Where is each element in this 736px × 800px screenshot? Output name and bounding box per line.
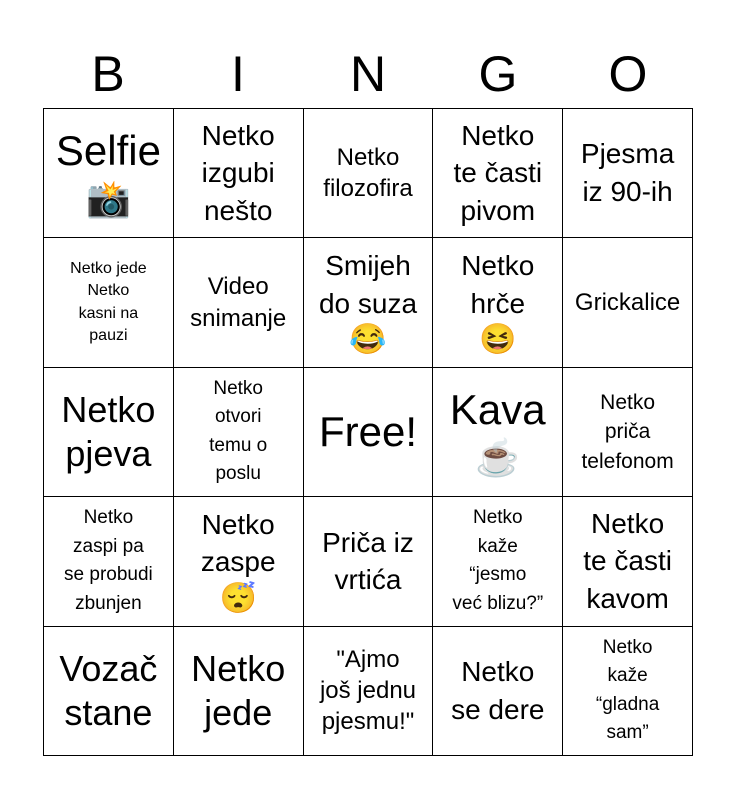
bingo-cell[interactable] — [433, 238, 563, 367]
cell-content — [323, 142, 412, 204]
bingo-cell[interactable] — [44, 497, 174, 626]
bingo-cell[interactable] — [433, 627, 563, 756]
cell-text: Netko filozofira — [323, 144, 413, 203]
cell-text: Netko otvori temu o poslu — [209, 377, 268, 485]
bingo-cell[interactable] — [174, 109, 304, 238]
cell-content — [190, 271, 286, 333]
cell-text: Vozač stane — [59, 647, 158, 733]
bingo-cell[interactable] — [563, 497, 693, 626]
cell-content — [201, 506, 276, 618]
bingo-cell[interactable] — [563, 238, 693, 367]
cell-text: Netko zaspe — [200, 508, 276, 578]
bingo-cell[interactable] — [433, 368, 563, 497]
cell-content — [319, 407, 417, 457]
bingo-cell[interactable] — [304, 368, 434, 497]
cell-text: Priča iz vrtića — [322, 526, 414, 596]
cell-content — [61, 388, 155, 476]
cell-text: Netko se dere — [451, 655, 545, 725]
cell-content — [322, 524, 414, 600]
cell-content — [319, 247, 417, 359]
cell-content — [596, 634, 659, 748]
cell-content — [581, 135, 674, 211]
cell-text: Netko hrče — [461, 249, 535, 319]
cell-content — [56, 126, 161, 220]
bingo-header — [43, 40, 693, 108]
cell-emoji-icon: ☕ — [475, 436, 521, 478]
cell-text: Video snimanje — [190, 273, 287, 332]
cell-emoji-icon: 📸 — [85, 177, 131, 219]
cell-text: Netko kaže “gladna sam” — [595, 636, 660, 744]
cell-text: Netko izgubi nešto — [201, 119, 275, 227]
header-letter-n: N — [349, 46, 387, 102]
bingo-cell[interactable] — [304, 497, 434, 626]
cell-content — [453, 117, 542, 230]
bingo-cell[interactable] — [304, 627, 434, 756]
cell-content — [59, 647, 157, 735]
bingo-cell[interactable] — [174, 497, 304, 626]
cell-content — [64, 504, 153, 618]
cell-emoji-icon: 😴 — [219, 582, 257, 616]
cell-text: Selfie — [55, 127, 161, 175]
cell-emoji-icon: 😆 — [479, 323, 517, 357]
bingo-cell[interactable] — [304, 109, 434, 238]
bingo-cell[interactable] — [44, 627, 174, 756]
cell-text: Netko pjeva — [61, 389, 156, 474]
bingo-cell[interactable] — [563, 368, 693, 497]
cell-content — [581, 388, 673, 476]
cell-text: Netko kaže “jesmo već blizu?” — [452, 507, 544, 614]
bingo-cell[interactable] — [174, 627, 304, 756]
cell-text: Netko priča telefonom — [581, 390, 674, 473]
bingo-cell[interactable] — [433, 497, 563, 626]
cell-content — [452, 504, 543, 618]
cell-content — [450, 385, 546, 479]
bingo-cell[interactable] — [174, 368, 304, 497]
cell-content — [209, 375, 267, 489]
cell-content — [202, 117, 275, 230]
cell-text: Netko zaspi pa se probudi zbunjen — [64, 507, 153, 614]
bingo-cell[interactable] — [174, 238, 304, 367]
cell-content — [583, 505, 672, 618]
bingo-cell[interactable] — [44, 109, 174, 238]
cell-text: "Ajmo još jednu pjesmu!" — [319, 646, 417, 736]
cell-emoji-icon: 😂 — [349, 323, 387, 357]
cell-text: Pjesma iz 90-ih — [580, 138, 675, 208]
header-letter-i: I — [231, 46, 245, 102]
cell-text: Netko jede — [191, 647, 286, 733]
cell-content — [320, 644, 416, 738]
bingo-cell[interactable] — [304, 238, 434, 367]
bingo-board — [43, 108, 693, 756]
header-letter-g: G — [478, 46, 518, 102]
header-letter-o: O — [608, 46, 648, 102]
cell-text: Free! — [318, 407, 417, 455]
bingo-cell[interactable] — [44, 368, 174, 497]
bingo-cell[interactable] — [44, 238, 174, 367]
cell-content — [191, 647, 285, 735]
cell-content — [451, 653, 544, 729]
header-letter-b: B — [91, 46, 125, 102]
bingo-cell[interactable] — [563, 109, 693, 238]
cell-content — [575, 287, 680, 318]
cell-content — [461, 247, 534, 359]
cell-text: Grickalice — [574, 289, 681, 316]
cell-text: Netko te časti kavom — [583, 507, 672, 615]
bingo-cell[interactable] — [433, 109, 563, 238]
cell-text: Kava — [449, 386, 546, 434]
cell-text: Smijeh do suza — [318, 249, 418, 319]
bingo-cell[interactable] — [563, 627, 693, 756]
cell-text: Netko jede Netko kasni na pauzi — [70, 259, 147, 344]
cell-content — [70, 258, 147, 348]
cell-text: Netko te časti pivom — [453, 119, 543, 227]
